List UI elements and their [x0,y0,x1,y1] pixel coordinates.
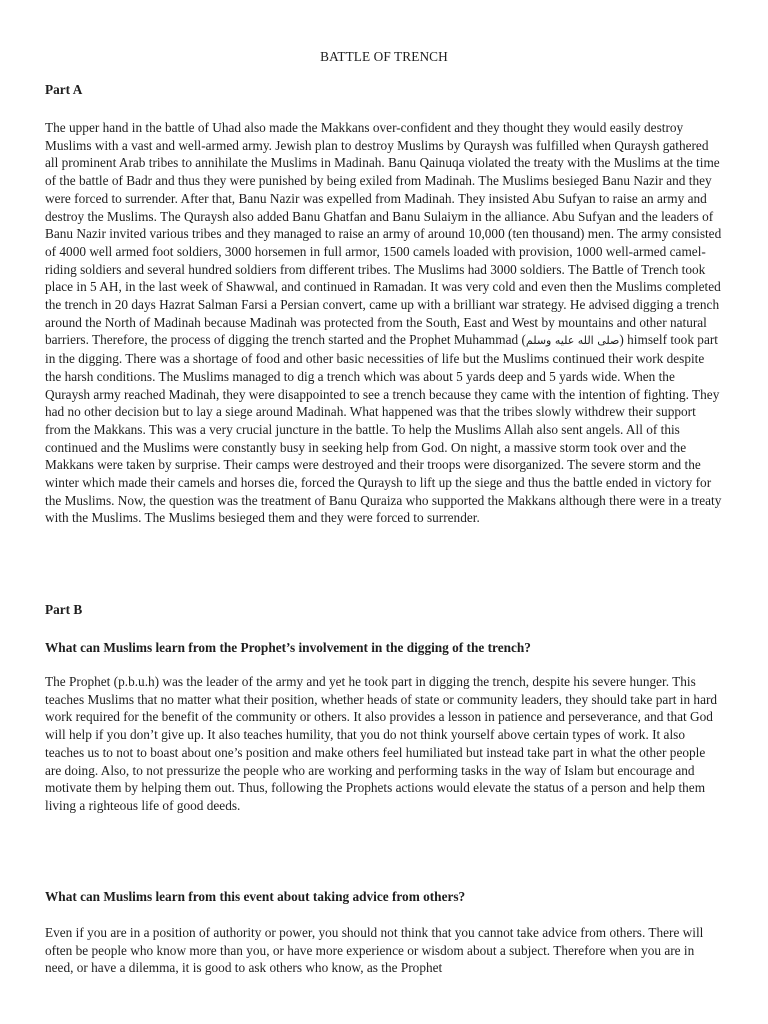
part-a-text-start: The upper hand in the battle of Uhad also made the Makkans over-confident and they thought they would easily destroy Muslims with a vast and well-armed army. Jewish plan to destroy Muslims by Quraysh was fulfilled when Quraysh gathered all prominent Arab tribes to annihilate the Muslims in Madinah. Banu Qainuqa violated the treaty with the Muslims at the time of the battle of Badr and thus they were punished by being exiled from Madinah. The Muslims besieged Banu Nazir and they were forced to surrender. After that, Banu Nazir was expelled from Madinah. They insisted Abu Sufyan to raise an army and destroy the Muslims. The Quraysh also added Banu Ghatfan and Banu Sulaiym in the alliance. Abu Sufyan and the leaders of Banu Nazir invited various tribes and they managed to raise an army of around 10,000 (ten thousand) men. The army consisted of 4000 well armed foot soldiers, 3000 horsemen in full armor, 1500 camels loaded with provision, 1000 well-armed camel-riding soldiers and several hundred soldiers from different tribes. The Muslims had 3000 soldiers. The Battle of Trench took place in 5 AH, in the last week of Shawwal, and continued in Ramadan. It was very cold and even then the Muslims completed the trench in 20 days Hazrat Salman Farsi a Persian convert, came up with a brilliant war strategy. He advised digging a trench around the North of Madinah because Madinah was protected from the South, East and West by mountains and other natural barriers. Therefore, the process of digging the trench started and the Prophet Muhammad ( [45,120,722,348]
question-2-heading: What can Muslims learn from this event about taking advice from others? [45,889,466,904]
part-a-text-end: ) himself took part in the digging. There was a shortage of food and other basic necessities of life but the Muslims continued their work despite the harsh conditions. The Muslims managed to dig a trench which was about 5 yards deep and 5 yards wide. When the Quraysh army reached Madinah, they were disappointed to see a trench because they came with the intention of fighting. They had no other decision but to lay a siege around Madinah. What happened was that the tribes slowly withdrew their support from the Makkans. This was a very crucial juncture in the battle. To help the Muslims Allah also sent angels. All of this continued and the Muslims were constantly busy in seeking help from God. On night, a massive storm took over and the Makkans were taken by surprise. Their camps were destroyed and their troops were disorganized. The severe storm and the winter which made their camels and horses die, forced the Quraysh to lift up the siege and thus the battle ended in victory for the Muslims. Now, the question was the treatment of Banu Quraiza who supported the Makkans although there were in a treaty with the Muslims. The Muslims besieged them and they were forced to surrender. [45,332,722,526]
document-title: BATTLE OF TRENCH [320,49,448,64]
part-b-heading: Part B [45,602,83,617]
answer-1-paragraph: The Prophet (p.b.u.h) was the leader of the army and yet he took part in digging the trench, despite his severe hunger. This teaches Muslims that no matter what their position, whether heads of state or community leaders, they should take part in hard work required for the benefit of the community or others. It also provides a lesson in patience and perseverance, and that God will help if you don’t give up. It also teaches humility, that you do not think yourself above certain types of work. It also teaches us to not to boast about one’s position and make others feel humiliated but instead take part in what the other people are doing. Also, to not pressurize the people who are working and performing tasks in the way of Islam but encourage and motivate them by helping them out. Thus, following the Prophets actions would elevate the status of a person and help them living a righteous life of good deeds. [45,674,718,813]
part-a-paragraph [45,119,723,527]
part-a-heading: Part A [45,82,83,97]
question-1-heading: What can Muslims learn from the Prophet’s involvement in the digging of the trench? [45,640,531,655]
answer-2-paragraph: Even if you are in a position of authority or power, you should not think that you cannot take advice from others. There will often be people who know more than you, or have more experience or wisdom about a subject. Therefore when you are in need, or have a dilemma, it is good to ask others who know, as the Prophet [45,925,704,976]
arabic-honorific: صلى الله عليه وسلم [525,334,620,348]
